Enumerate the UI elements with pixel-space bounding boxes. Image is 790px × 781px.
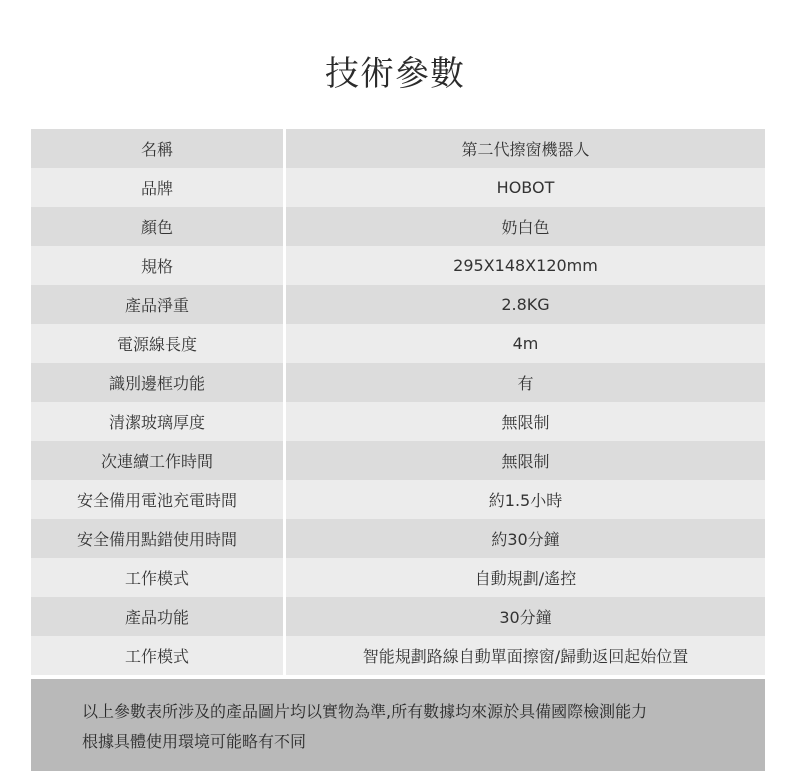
spec-key: 安全備用點錯使用時間: [31, 519, 286, 558]
table-row: [31, 402, 765, 441]
spec-value: 295X148X120mm: [453, 256, 598, 275]
note-line-1: 以上參數表所涉及的產品圖片均以實物為準,所有數據均來源於具備國際檢測能力: [82, 702, 648, 721]
spec-value: 奶白色: [501, 218, 550, 237]
table-row: [31, 636, 765, 675]
table-row: [31, 519, 765, 558]
table-row: [31, 129, 765, 168]
table-row: [31, 207, 765, 246]
spec-key: 規格: [31, 246, 286, 285]
spec-value: 第二代擦窗機器人: [461, 140, 590, 159]
spec-key: 次連續工作時間: [31, 441, 286, 480]
spec-value: 約30分鐘: [491, 530, 560, 549]
spec-value: 自動規劃/遙控: [474, 569, 577, 588]
table-row: [31, 285, 765, 324]
spec-key: 工作模式: [31, 558, 286, 597]
spec-value: 無限制: [501, 413, 550, 432]
table-row: [31, 168, 765, 207]
page-title: 技術參數: [325, 54, 465, 94]
spec-value: 無限制: [501, 452, 550, 471]
spec-key: 顏色: [31, 207, 286, 246]
table-row: [31, 441, 765, 480]
spec-value: 約1.5小時: [488, 491, 563, 510]
spec-key: 識別邊框功能: [31, 363, 286, 402]
spec-value: 2.8KG: [501, 295, 550, 314]
note-line-2: 根據具體使用環境可能略有不同: [82, 732, 307, 751]
spec-value: HOBOT: [496, 178, 555, 197]
spec-key: 電源線長度: [31, 324, 286, 363]
spec-value: 有: [517, 374, 534, 393]
spec-value: 4m: [512, 334, 539, 353]
spec-key: 產品功能: [31, 597, 286, 636]
disclaimer-note: [31, 679, 765, 771]
spec-key: 工作模式: [31, 636, 286, 675]
table-row: [31, 363, 765, 402]
table-row: [31, 597, 765, 636]
spec-key: 名稱: [31, 129, 286, 168]
spec-value: 30分鐘: [499, 608, 552, 627]
spec-key: 產品淨重: [31, 285, 286, 324]
spec-key: 品牌: [31, 168, 286, 207]
table-row: [31, 480, 765, 519]
spec-table: [31, 129, 765, 675]
table-row: [31, 558, 765, 597]
table-row: [31, 324, 765, 363]
spec-key: 安全備用電池充電時間: [31, 480, 286, 519]
spec-key: 清潔玻璃厚度: [31, 402, 286, 441]
spec-value: 智能規劃路線自動單面擦窗/歸動返回起始位置: [362, 647, 689, 666]
table-row: [31, 246, 765, 285]
